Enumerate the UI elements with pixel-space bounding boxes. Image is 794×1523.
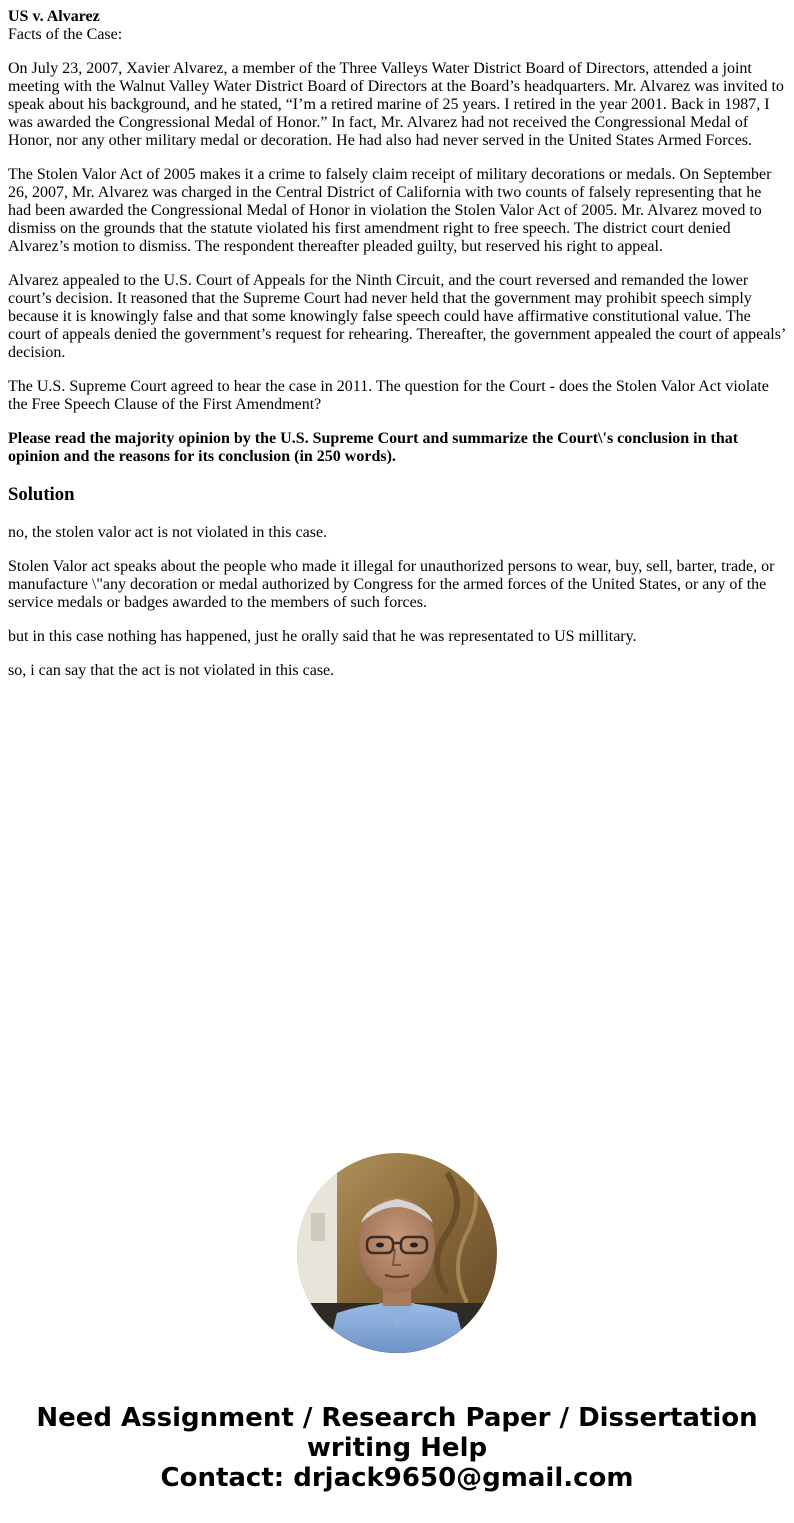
solution-paragraph-1: no, the stolen valor act is not violated in this case.	[8, 524, 328, 541]
facts-paragraph-2: The Stolen Valor Act of 2005 makes it a crime to falsely claim receipt of military decorations or medals. On September 26, 2007, Mr. Alvarez was charged in the Central District of California with two counts of falsely representing that he had been awarded the Congressional Medal of Honor in violation the Stolen Valor Act of 2005. Mr. Alvarez moved to dismiss on the grounds that the statute violated his first amendment right to free speech. The district court denied Alvarez’s motion to dismiss. The respondent thereafter pleaded guilty, but reserved his right to appeal.	[8, 166, 772, 255]
solution-paragraph-2: Stolen Valor act speaks about the people who made it illegal for unauthorized persons to wear, buy, sell, barter, trade, or manufacture \"any decoration or medal authorized by Congress for the armed forces of the United States, or any of the service medals or badges awarded to the members of such forces.	[8, 558, 775, 611]
facts-paragraph-1: On July 23, 2007, Xavier Alvarez, a member of the Three Valleys Water District Board of Directors, attended a joint meeting with the Walnut Valley Water District Board of Directors at the Board’s headquarters. Mr. Alvarez was invited to speak about his background, and he stated, “I’m a retired marine of 25 years. I retired in the year 2001. Back in 1987, I was awarded the Congressional Medal of Honor.” In fact, Mr. Alvarez had not received the Congressional Medal of Honor, nor any other military medal or decoration. He had also had never served in the United States Armed Forces.	[8, 60, 784, 149]
solution-paragraph-4: so, i can say that the act is not violated in this case.	[8, 662, 335, 679]
question-text: Please read the majority opinion by the U.S. Supreme Court and summarize the Court\'s conclusion in that opinion and the reasons for its conclusion (in 250 words).	[8, 430, 739, 465]
facts-paragraph-4: The U.S. Supreme Court agreed to hear the case in 2011. The question for the Court - does the Stolen Valor Act violate the Free Speech Clause of the First Amendment?	[8, 378, 769, 413]
document-title: US v. Alvarez	[8, 8, 100, 25]
promo-line-2: writing Help	[306, 1433, 488, 1463]
solution-paragraph-3: but in this case nothing has happened, just he orally said that he was representated to US millitary.	[8, 628, 637, 645]
avatar	[297, 1153, 497, 1353]
promo-line-1: Need Assignment / Research Paper / Dissertation	[36, 1403, 758, 1433]
facts-label: Facts of the Case:	[8, 26, 123, 43]
person-photo-icon	[297, 1153, 497, 1353]
promo-contact: Contact: drjack9650@gmail.com	[160, 1463, 634, 1493]
promo-banner	[0, 1403, 794, 1493]
solution-heading: Solution	[8, 484, 75, 505]
facts-paragraph-3: Alvarez appealed to the U.S. Court of Appeals for the Ninth Circuit, and the court reversed and remanded the lower court’s decision. It reasoned that the Supreme Court had never held that the government may prohibit speech simply because it is knowingly false and that some knowingly false speech could have affirmative constitutional value. The court of appeals denied the government’s request for rehearing. Thereafter, the government appealed the court of appeals’ decision.	[8, 272, 786, 361]
document-body	[8, 8, 786, 680]
